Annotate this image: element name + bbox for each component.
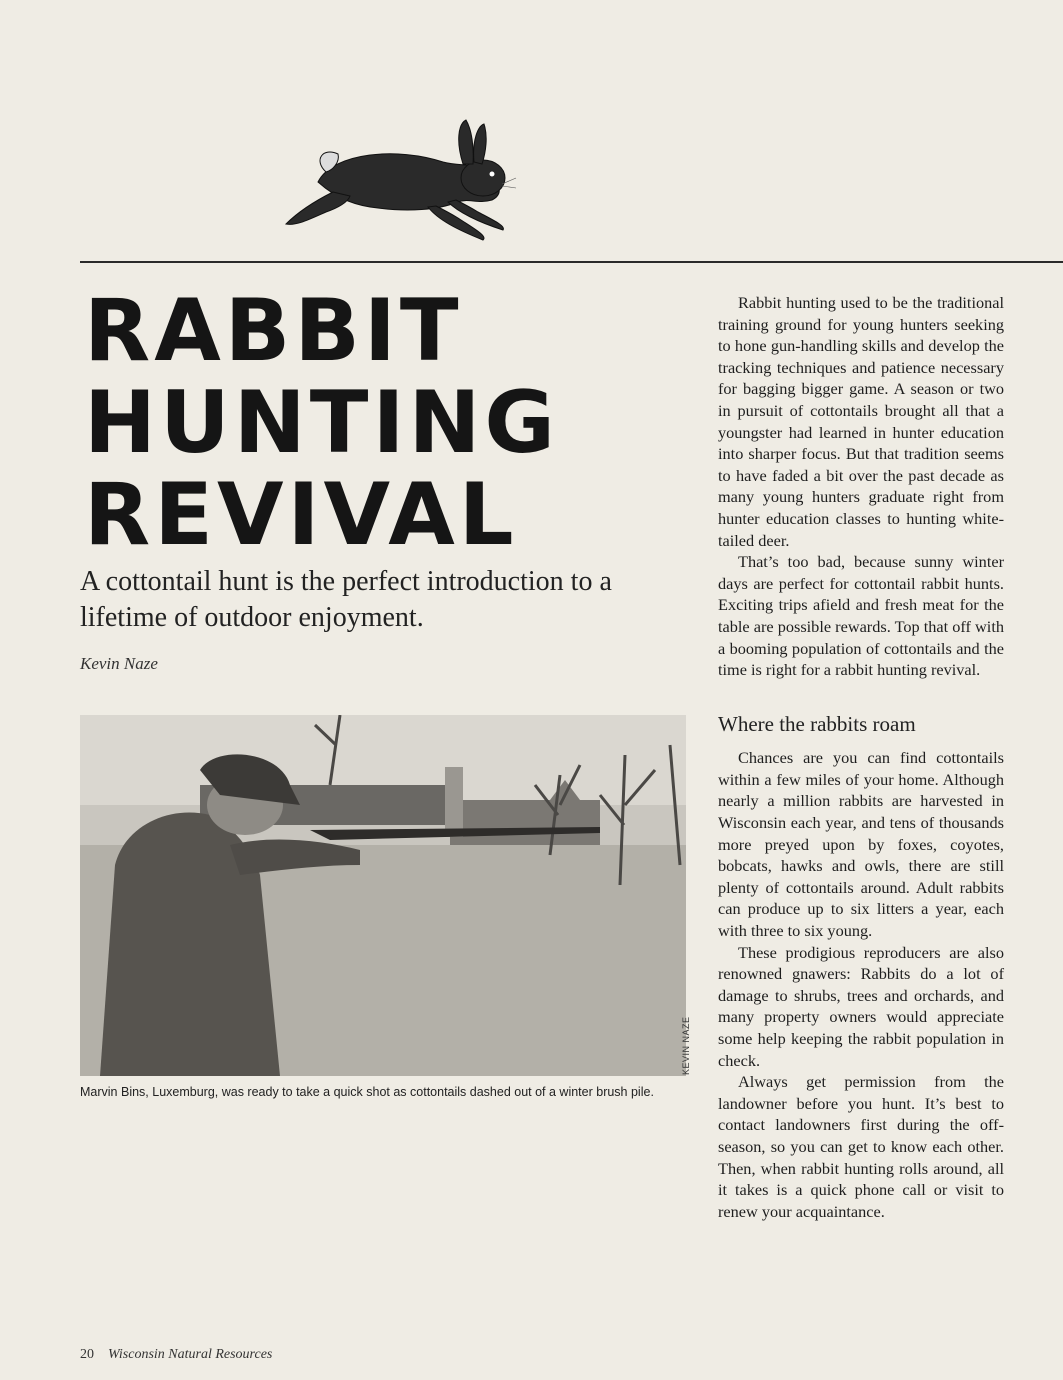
body-paragraph: These prodigious reproducers are also renowned gnawers: Rabbits do a lot of damage to shrubs, trees and orchards, and many property owners would appreciate some help keeping the rabbit population in check.	[718, 942, 1004, 1070]
title-line-2: HUNTING	[84, 373, 560, 473]
title-line-1: RABBIT	[84, 281, 463, 381]
body-paragraph: Always get permission from the landowner before you hunt. It’s best to contact landowners first during the off-season, so you can get to know each other. Then, when rabbit hunting rolls around, all it takes is a quick phone call or visit to renew your acquaintance.	[718, 1072, 1004, 1221]
title-line-3: REVIVAL	[84, 465, 518, 565]
photo-credit: KEVIN NAZE	[681, 1016, 691, 1075]
page-footer	[80, 1347, 272, 1363]
magazine-name: Wisconsin Natural Resources	[108, 1347, 273, 1362]
article-body	[718, 292, 1004, 1222]
section-heading: Where the rabbits roam	[718, 711, 916, 736]
article-subtitle: A cottontail hunt is the perfect introduction to a lifetime of outdoor enjoyment.	[80, 566, 612, 633]
body-paragraph: Rabbit hunting used to be the traditional training ground for young hunters seeking to hone gun-handling skills and develop the tracking techniques and patience necessary for bagging bigger game. A season or two in pursuit of cottontails brought all that a youngster had learned in hunter education into sharper focus. But that tradition seems to have faded a bit over the past decade as many young hunters graduate right from hunter education classes to hunting white-tailed deer.	[718, 293, 1004, 550]
byline: Kevin Naze	[80, 654, 158, 673]
body-paragraph: That’s too bad, because sunny winter days are perfect for cottontail rabbit hunts. Exciting trips afield and fresh meat for the table are possible rewards. Top that off with a booming population of cottontails and the time is right for a rabbit hunting revival.	[718, 552, 1004, 680]
header-rule	[80, 261, 1063, 263]
photo-caption: Marvin Bins, Luxemburg, was ready to take a quick shot as cottontails dashed out of a winter brush pile.	[80, 1085, 654, 1099]
page-number: 20	[80, 1347, 94, 1362]
article-title	[84, 281, 684, 565]
running-rabbit-icon	[278, 112, 518, 247]
body-paragraph: Chances are you can find cottontails within a few miles of your home. Although nearly a million rabbits are harvested in Wisconsin each year, and tens of thousands more preyed upon by foxes, coyotes, bobcats, hawks and owls, there are still plenty of cottontails around. Adult rabbits can produce up to six litters a year, each with three to six young.	[718, 748, 1004, 941]
hunter-photo	[80, 715, 686, 1076]
